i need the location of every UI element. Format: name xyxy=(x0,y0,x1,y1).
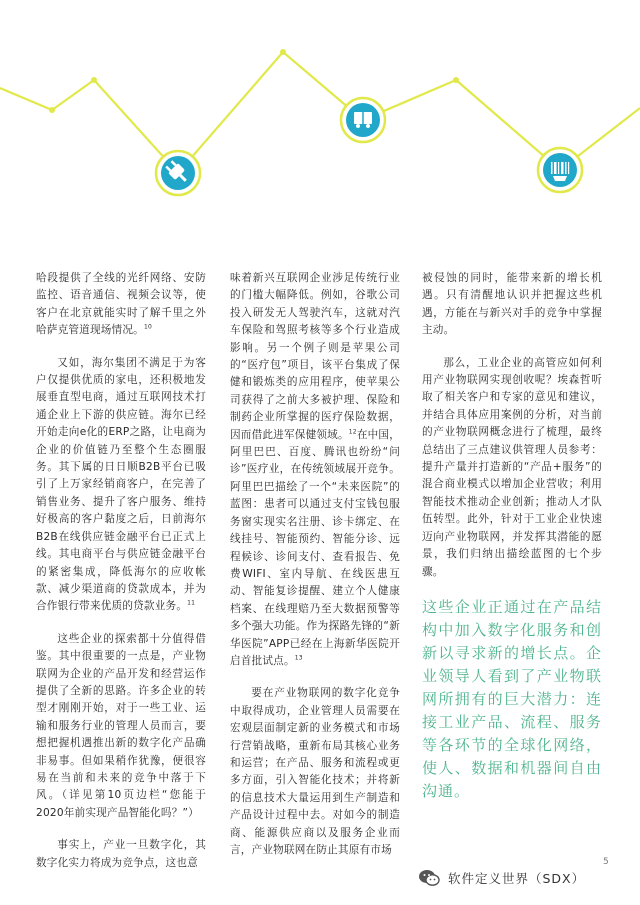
wechat-footer xyxy=(418,866,628,890)
timeline-decoration xyxy=(0,0,640,260)
timeline-dot xyxy=(91,77,97,83)
article-column-3 xyxy=(422,270,602,803)
plug-icon xyxy=(156,151,200,195)
truck-box-icon xyxy=(341,98,385,142)
paragraph: 被侵蚀的同时，能带来新的增长机遇。只有清醒地认识并把握这些机遇，方能在与新兴对手的竞争中掌握主动。 xyxy=(422,272,602,337)
timeline-dot xyxy=(280,49,286,55)
article-column-2 xyxy=(230,270,400,874)
paragraph: 那么，工业企业的高管应如何利用产业物联网实现创收呢？埃森哲听取了相关客户和专家的意见和建议，并结合具体应用案例的分析，对当前的产业物联网概念进行了梳理，最终总结出了三点建议供管理人员参考：提升产量并打造新的“产品+服务”的混合商业模式以增加企业营收；利用智能技术推动企业创新；推动人才队伍转型。此外，针对于工业企业快速迈向产业物联网，并发挥其潜能的愿景，我们归纳出描绘蓝图的七个步骤。 xyxy=(422,356,602,578)
footnote-ref: 13 xyxy=(294,654,303,662)
barcode-cart-icon xyxy=(538,148,582,192)
pull-quote: 这些企业正通过在产品结构中加入数字化服务和创新以寻求新的增长点。企业领导人看到了产业物联网所拥有的巨大潜力：连接工业产品、流程、服务等各环节的全球化网络，使人、数据和机器间自由沟通。 xyxy=(422,597,602,800)
footnote-ref: 12 xyxy=(348,428,357,436)
article-column-1 xyxy=(36,270,206,887)
footnote-ref: 10 xyxy=(143,323,152,331)
paragraph: 要在产业物联网的数字化竞争中取得成功，企业管理人员需要在宏观层面制定新的业务模式和市场行营销战略，重新布局其核心业务和运营；在产品、服务和流程或更多方面，引入智能化技术；并将新的信息技术大量运用到生产制造和产品设计过程中去。对如今的制造商、能源供应商以及服务企业而言，产业物联网在防止其原有市场 xyxy=(230,687,400,856)
paragraph: 味着新兴互联网企业涉足传统行业的门槛大幅降低。例如，谷歌公司投入研发无人驾驶汽车，这就对汽车保险和驾照考核等多个行业造成影响。另一个例子则是苹果公司的“医疗包”项目，该平台集成了保健和锻炼类的应用程序，使苹果公司获得了之前大多被护理、保险和制药企业所掌握的医疗保险数据，因而借此进军保健领域。$^{12}$在中国，阿里巴巴、百度、腾讯也纷纷“问诊”医疗业，在传统领域展开竞争。阿里巴巴描绘了一个“未来医院”的蓝图：患者可以通过支付宝钱包服务窗实现实名注册、诊卡绑定、在线挂号、智能预约、智能分诊、远程候诊、诊间支付、查看报告、免费WIFI、室内导航、在线医患互动、智能复诊提醒、建立个人健康档案、在线理赔乃至大数据预警等多个强大功能。作为探路先锋的“新华医院”APP已经在上海新华医院开启首批试点。$^{13}$ xyxy=(230,272,400,667)
timeline-dot xyxy=(453,77,459,83)
page-number: 5 xyxy=(603,857,609,867)
footnote-ref: 11 xyxy=(187,599,196,607)
paragraph: 事实上，产业一旦数字化，其数字化实力将成为竞争点，这也意 xyxy=(36,839,206,869)
paragraph: 又如，海尔集团不满足于为客户仅提供优质的家电，还积极地发展垂直型电商，通过互联网技术打通企业上下游的供应链。海尔已经开始走向e化的ERP之路，让电商为企业的价值链乃至整个生态圈服务。其下属的日日顺B2B平台已吸引了上万家经销商客户，在完善了销售业务、提升了客户服务、维持好极高的客户黏度之后，日前海尔B2B在线供应链金融平台已正式上线。其电商平台与供应链金融平台的紧密集成，降低海尔的应收帐款、减少渠道商的贷款成本，并为合作银行带来优质的贷款业务。$^{11}$ xyxy=(36,356,206,613)
paragraph: 哈段提供了全线的光纤网络、安防监控、语音通信、视频会议等，使客户在北京就能实时了解千里之外哈萨克管道现场情况。$^{10}$ xyxy=(36,272,206,337)
wechat-icon xyxy=(418,869,440,887)
brand-name: 软件定义世界（SDX） xyxy=(448,871,586,886)
timeline-dot xyxy=(49,107,55,113)
paragraph: 这些企业的探索都十分值得借鉴。其中很重要的一点是，产业物联网为企业的产品开发和经营运作提供了全新的思路。许多企业的转型才刚刚开始，对于一些工业、运输和服务行业的管理人员而言，要想把握机遇推出新的数字化产品确非易事。但如果稍作犹豫，便很容易在当前和未来的竞争中落于下风。（详见第10页边栏“您能于2020年前实现产品智能化吗？”） xyxy=(36,632,206,819)
